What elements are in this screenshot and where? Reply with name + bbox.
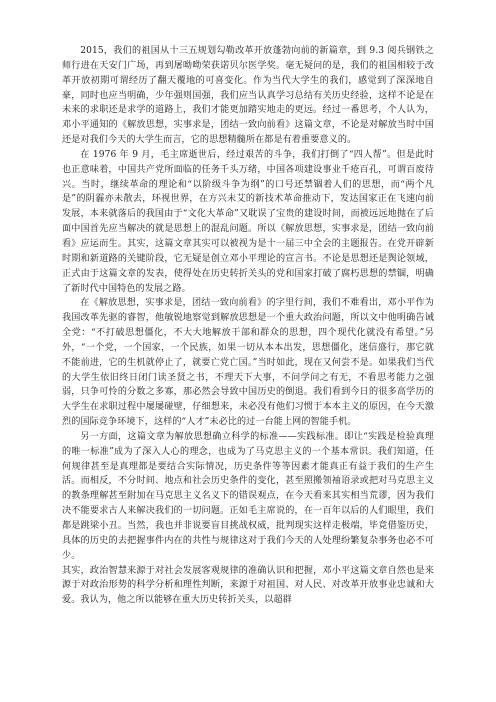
paragraph-1: 2015，我们的祖国从十三五规划勾勒改革开放蓬勃向前的新篇章，到 9.3 阅兵钢铁之师行进在天安门广场，再到屠呦呦荣获诺贝尔医学奖。毫无疑问的是，我们的祖国相较于改革开放初期可谓经历了翻天覆地的可喜变化。作为当代大学生的我们，感觉到了深深地自豪，同时也应当明确，少年强则国强，我们应当认真学习总结有关历史经验，这样不论是在未来的求职还是求学的道路上，我们才能更加踏实地走的更远。经过一番思考，个人认为，邓小平通知的《解放思想，实事求是，团结一致向前看》这篇文章，不论是对解放当时中国还是对我们今天的大学生而言，它的思想精髓所在都是有着重要意义的。 [62,46,434,146]
paragraph-3: 在《解放思想，实事求是，团结一致向前看》的字里行间，我们不难看出，邓小平作为我国改革先驱的睿智，他敏锐地察觉到解放思想是一个重大政治问题，所以文中他明确告诫全党：“不打破思想僵化，不大大地解放干部和群众的思想，四个现代化就没有希望。”另外，“一个党，一个国家，一个民族，如果一切从本本出发，思想僵化，迷信盛行，那它就不能前进，它的生机就停止了，就要亡党亡国。”当时如此，现在又何尝不是。如果我们当代的大学生依旧终日闭门读圣贤之书，不理天下大事，不问学问之有无，不看思考能力之强弱，只争可怜的分数之多寡，那必然会导致中国历史的倒退。我们看到今日的很多高学历的大学生在求职过程中屡屡碰壁，仔细想来，未必没有他们习惯于本本主义的原因，在今天激烈的国际竞争环境下，这样的“人才”未必比的过一台能上网的智能手机。 [62,298,434,428]
paragraph-2: 在 1976 年 9 月，毛主席逝世后，经过艰苦的斗争，我们打倒了“四人帮”。但是此时也正意味着，中国共产党所面临的任务千头万绪，中国各项建设事业千疮百孔，可谓百废待兴。当时，继续革命的理论和“以阶级斗争为纲”的口号还禁锢着人们的思想，而“两个凡是”的阴霾亦未散去，环视世界，在方兴未艾的新技术革命推动下，发达国家正在飞速向前发展，本来就落后的我国由于“文化大革命”又耽误了宝贵的建设时间，而被远远地抛在了后面中国首先应当解决的就是思想上的混乱问题。所以《解放思想，实事求是，团结一致向前看》应运而生。其实，这篇文章其实可以被视为是十一届三中全会的主题报告。在党开辟新时期和新道路的关键阶段，它无疑是创立邓小平理论的宣言书。不论是思想还是舆论领域，正式由于这篇文章的发表，使得处在历史转折关头的党和国家打破了腐朽思想的禁锢，明确了新时代中国特色的发展之路。 [62,149,434,294]
paragraph-5: 其实，政治智慧来源于对社会发展客观规律的准确认识和把握，邓小平这篇文章自然也是来源于对政治形势的科学分析和理性判断，来源于对祖国、对人民、对改革开放事业忠诚和大爱。我认为，他之所以能够在重大历史转折关头，以超群 [62,565,434,606]
paragraph-4: 另一方面，这篇文章为解放思想确立科学的标准——实践标准。即让“实践是检验真理的唯一标准”成为了深入人心的理念，也成为了马克思主义的一个基本常识。我们知道，任何规律甚至是真理都是要结合实际情况，历史条件等等因素才能真正有益于我们的生产生活。而相反，不分时间、地点和社会历史条件的变化，甚至照搬领袖语录或把对马克思主义的教条理解甚至附加在马克思主义名义下的错误观点，在今天看来其实相当荒谬，因为我们决不能要求古人来解决我们的一切问题。正如毛主席说的，在一百年以后的人们眼里，我们都是跳梁小丑。当然，我也并非说要盲目挑战权威，批判现实这样走极端，毕竟借鉴历史，具体的历史的去把握事件内在的共性与规律这对于我们今天的人处理纷繁复杂事务也必不可少。 [62,431,434,561]
document-body [62,44,434,608]
